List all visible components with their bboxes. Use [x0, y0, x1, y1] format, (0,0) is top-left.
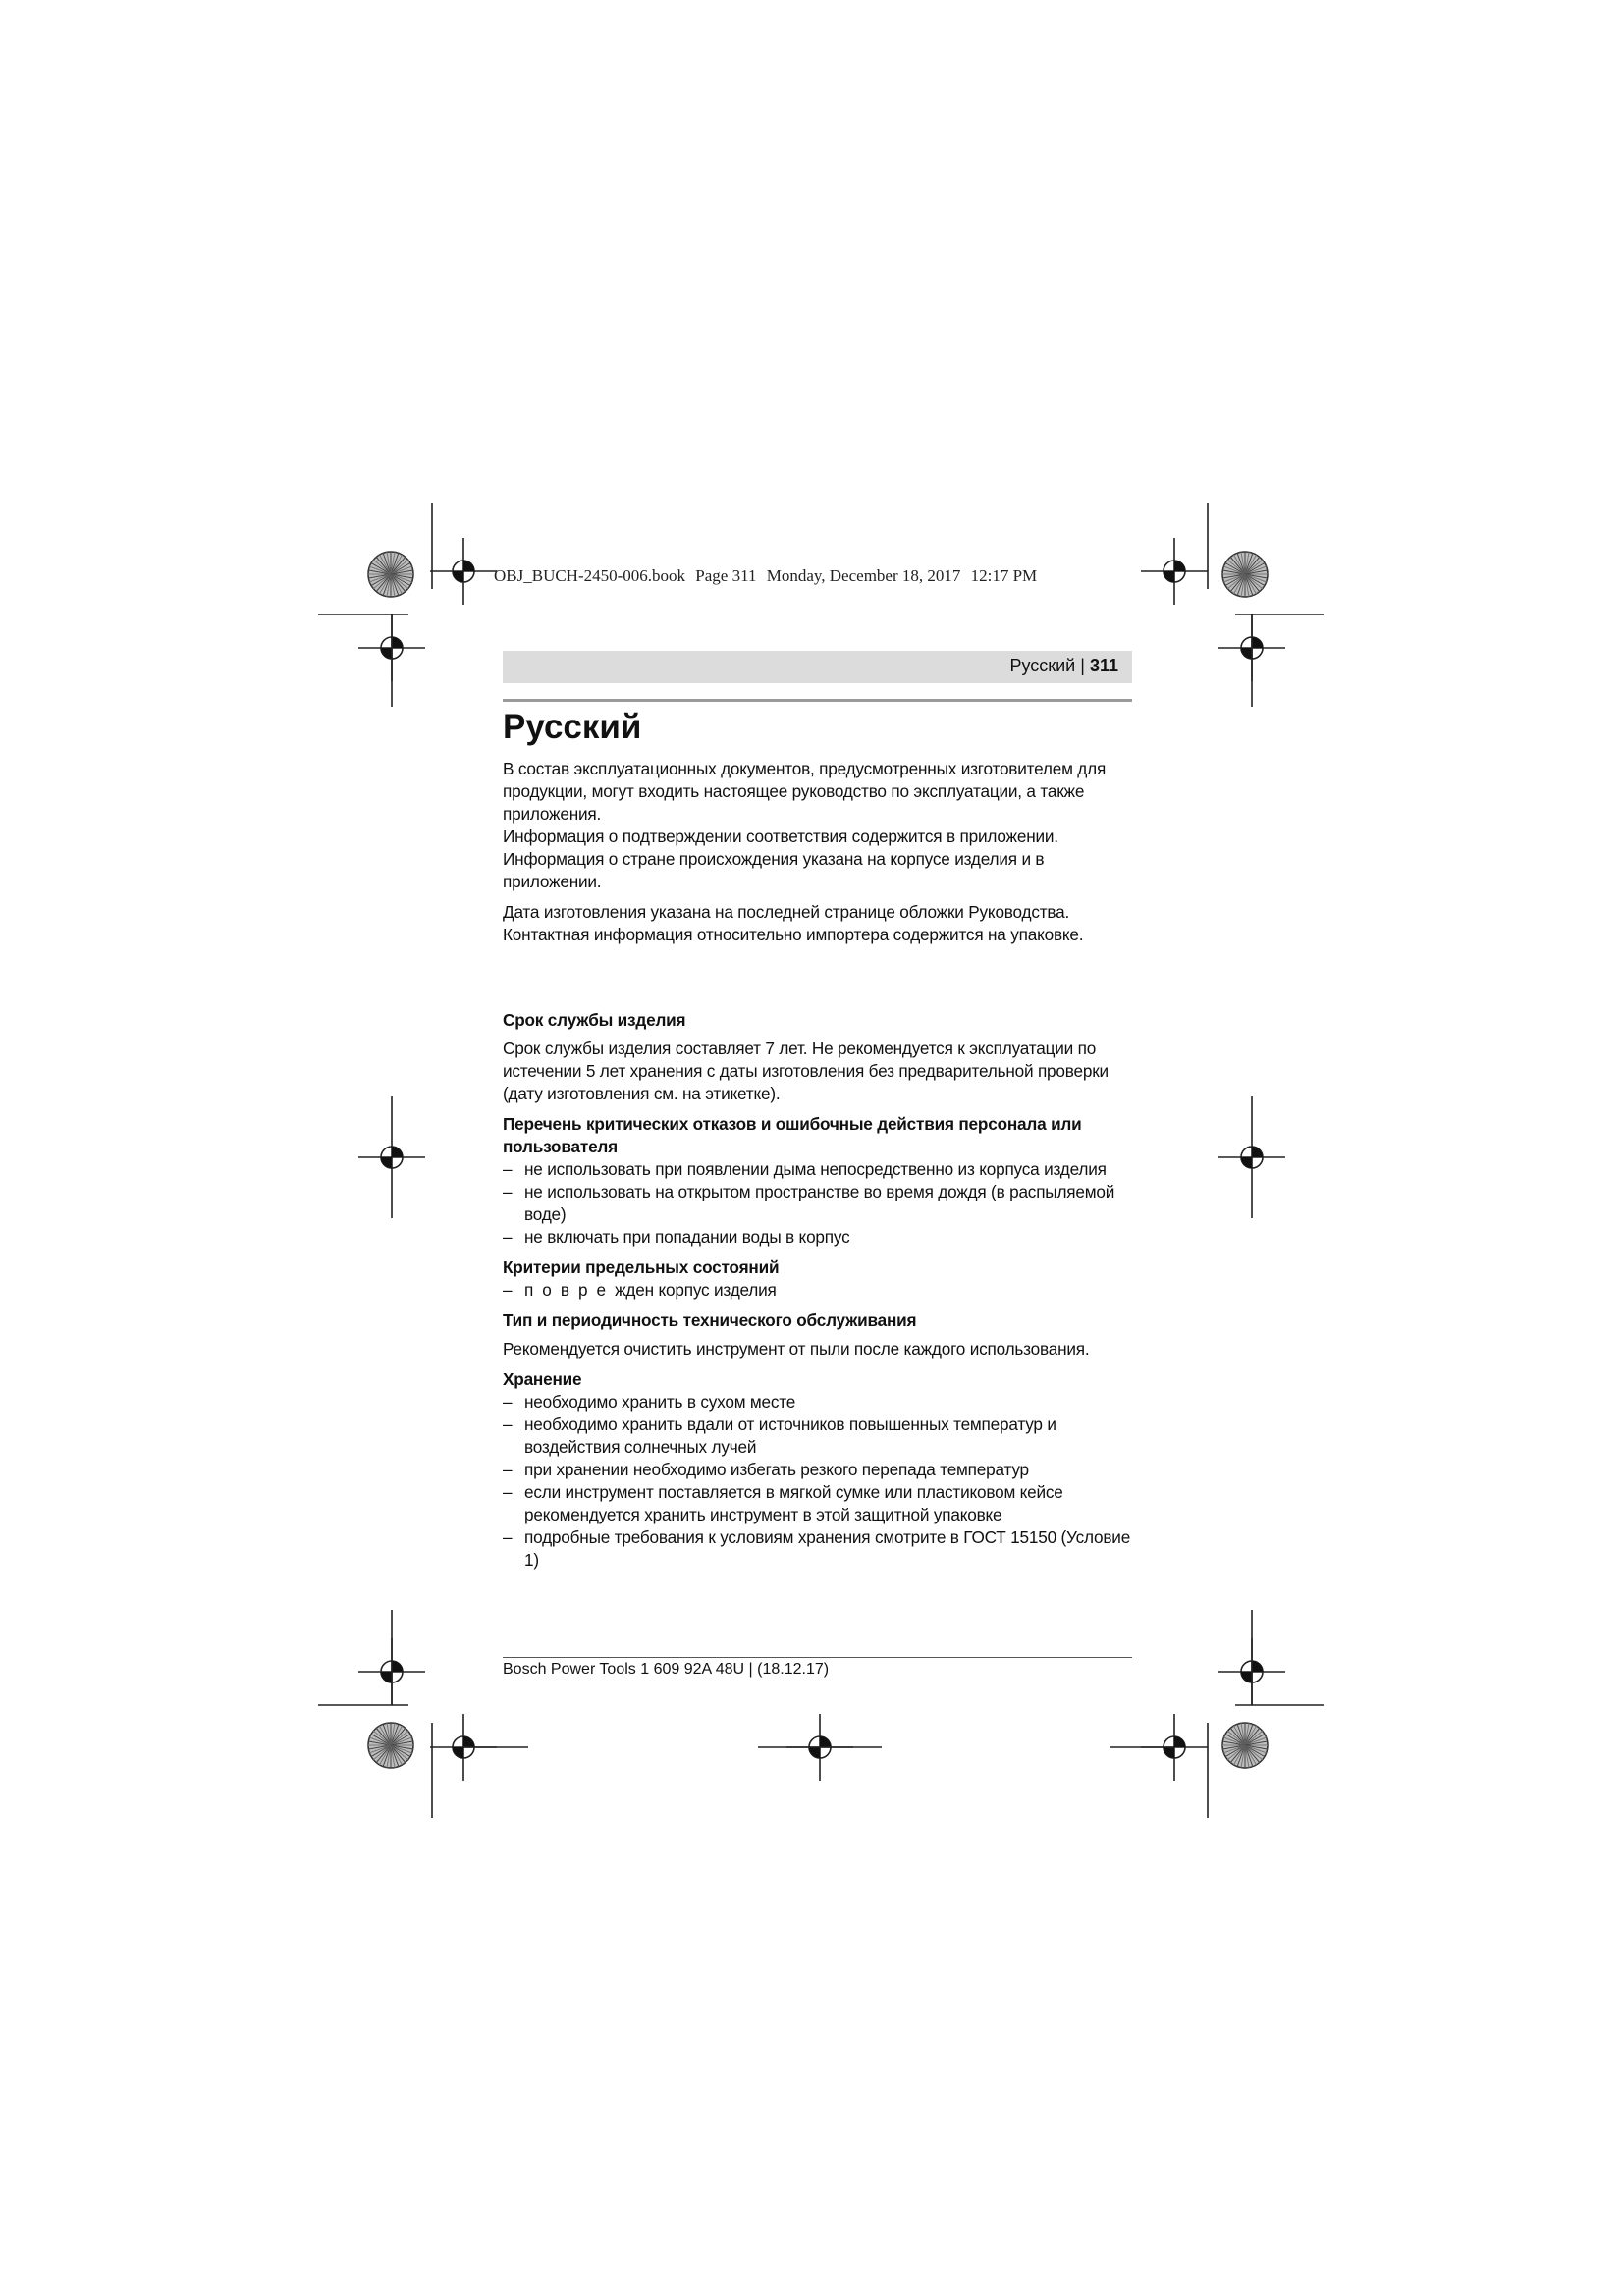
running-head-section: Русский	[1009, 656, 1076, 675]
limits-item-rest: жден корпус изделия	[615, 1280, 777, 1300]
top-rule	[503, 699, 1132, 702]
slug-page: Page 311	[695, 566, 757, 585]
color-star-target-icon	[1222, 1723, 1268, 1768]
print-slug	[494, 566, 1083, 586]
page-title: Русский	[503, 708, 642, 746]
limits-list	[503, 1279, 1131, 1302]
storage-list	[503, 1391, 1131, 1572]
intro-paragraph-2: Информация о подтверждении соответствия содержится в приложении.	[503, 827, 1058, 846]
storage-heading: Хранение	[503, 1369, 582, 1389]
color-star-target-icon	[1222, 552, 1268, 597]
service-life-heading: Срок службы изделия	[503, 1010, 686, 1030]
service-life-text: Срок службы изделия составляет 7 лет. Не рекомендуется к эксплуатации по истечении 5 лет хранения с даты изготовления без предварительной проверки (дату изготовления см. на этикетке).	[503, 1039, 1109, 1103]
registration-target-icon	[1218, 1096, 1285, 1218]
list-item: – не использовать при появлении дыма непосредственно из корпуса изделия	[503, 1158, 1131, 1181]
slug-date: Monday, December 18, 2017	[766, 566, 961, 585]
intro-paragraph-1: В состав эксплуатационных документов, предусмотренных изготовителем для продукции, могут входить настоящее руководство по эксплуатации, а также приложения.	[503, 759, 1107, 824]
failures-heading: Перечень критических отказов и ошибочные действия персонала или пользователя	[503, 1114, 1082, 1156]
list-item: – не использовать на открытом пространстве во время дождя (в распыляемой воде)	[503, 1181, 1131, 1226]
slug-time: 12:17 PM	[970, 566, 1038, 585]
list-item: – не включать при попадании воды в корпус	[503, 1226, 1131, 1249]
failures-list	[503, 1158, 1131, 1249]
limits-item-spaced: поврe	[524, 1280, 616, 1300]
list-item	[503, 1279, 1131, 1302]
registration-target-icon	[1141, 538, 1208, 605]
maintenance-text: Рекомендуется очистить инструмент от пыли после каждого использования.	[503, 1339, 1090, 1359]
list-item: – необходимо хранить в сухом месте	[503, 1391, 1131, 1414]
running-head	[503, 651, 1132, 683]
running-head-text	[1009, 656, 1118, 676]
page-content	[503, 703, 1131, 1572]
color-star-target-icon	[368, 1723, 413, 1768]
registration-target-icon	[358, 1096, 425, 1218]
maintenance-heading: Тип и периодичность технического обслуживания	[503, 1310, 917, 1330]
list-item: – при хранении необходимо избегать резкого перепада температур	[503, 1459, 1131, 1481]
list-item: – необходимо хранить вдали от источников повышенных температур и воздействия солнечных лучей	[503, 1414, 1131, 1459]
running-head-page: 311	[1089, 656, 1118, 675]
list-item: – подробные требования к условиям хранения смотрите в ГОСТ 15150 (Условие 1)	[503, 1526, 1131, 1572]
registration-target-icon	[430, 538, 497, 605]
list-item: – если инструмент поставляется в мягкой сумке или пластиковом кейсе рекомендуется хранить инструмент в этой защитной упаковке	[503, 1481, 1131, 1526]
slug-file: OBJ_BUCH-2450-006.book	[494, 566, 686, 585]
running-head-separator: |	[1080, 656, 1085, 675]
intro-paragraph-5: Контактная информация относительно импортера содержится на упаковке.	[503, 925, 1084, 944]
bottom-rule	[503, 1657, 1132, 1658]
page-footer: Bosch Power Tools 1 609 92A 48U | (18.12.17)	[503, 1661, 830, 1678]
intro-paragraph-4: Дата изготовления указана на последней странице обложки Руководства.	[503, 902, 1070, 922]
limits-heading: Критерии предельных состояний	[503, 1257, 780, 1277]
color-star-target-icon	[368, 552, 413, 597]
intro-paragraph-3: Информация о стране происхождения указана на корпусе изделия и в приложении.	[503, 849, 1045, 891]
